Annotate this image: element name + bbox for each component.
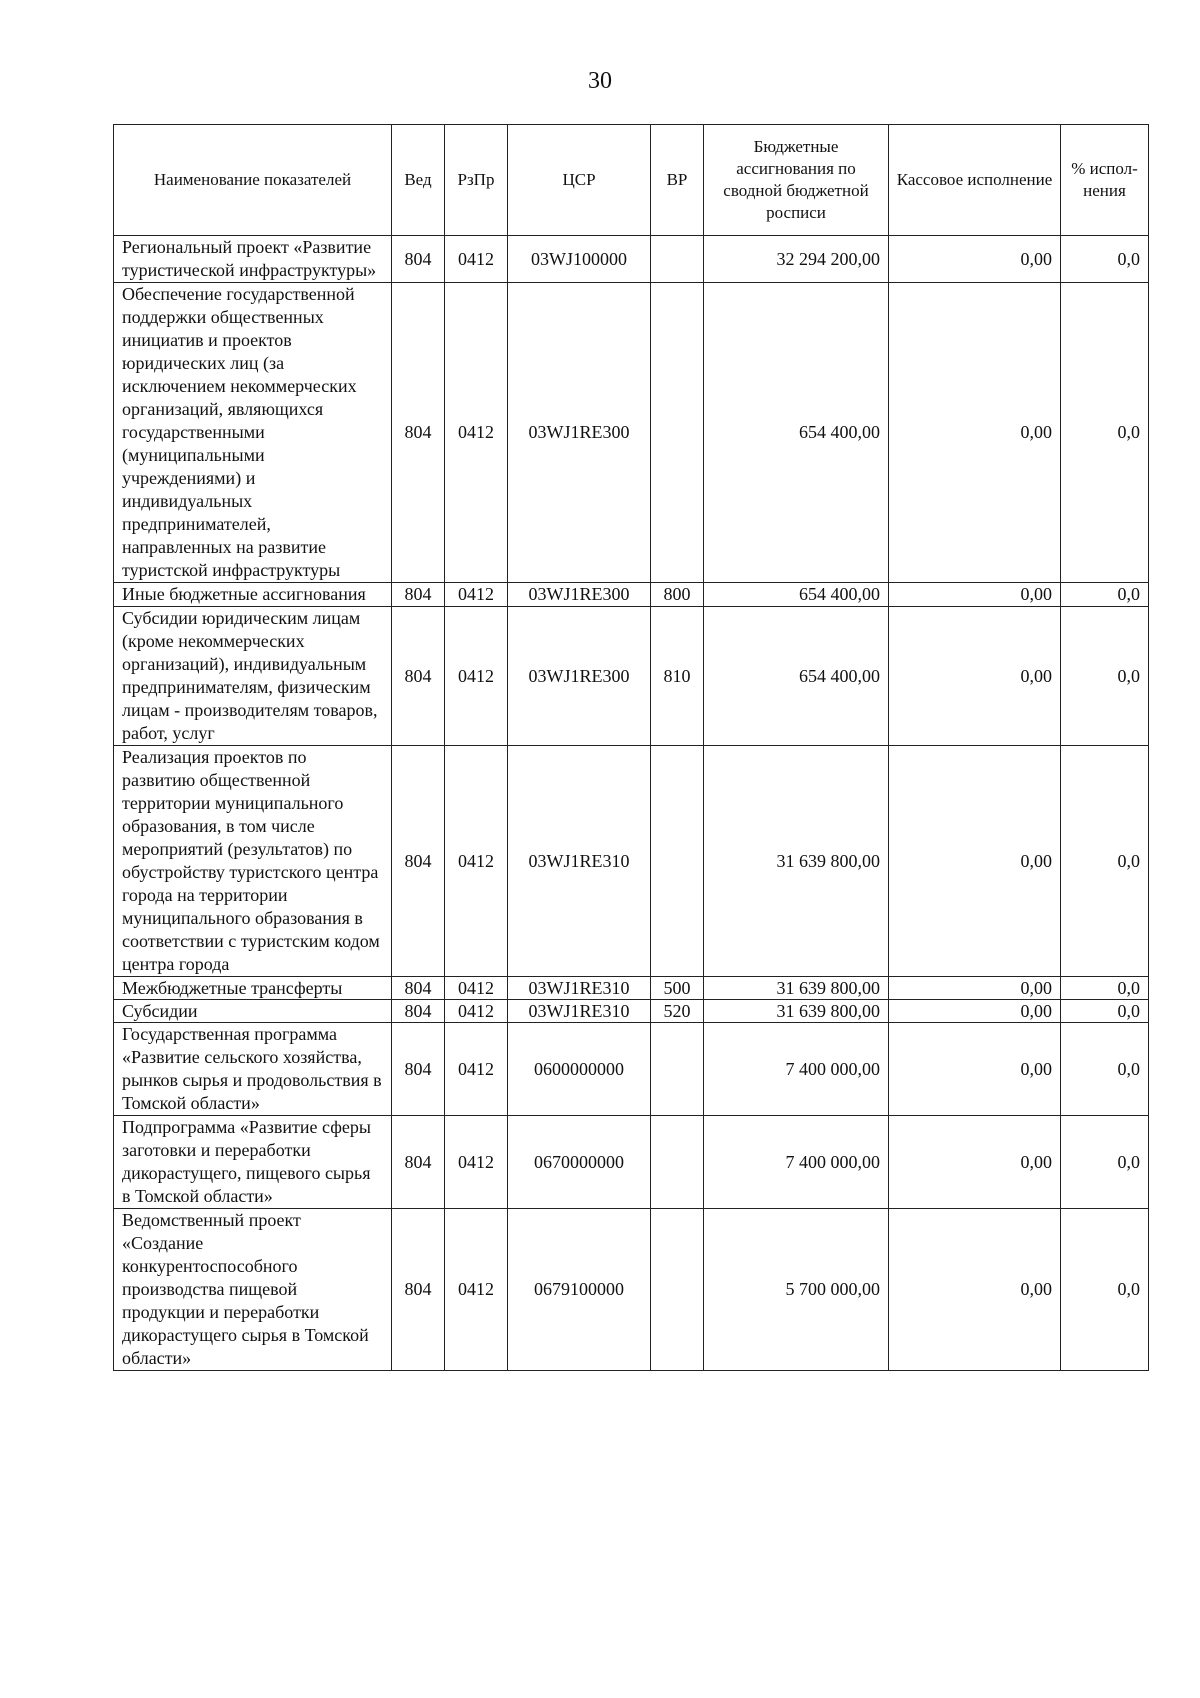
- table-row: [114, 1000, 1149, 1023]
- table-row: [114, 283, 1149, 583]
- row-rzpr: 0412: [445, 1116, 508, 1209]
- row-ved: 804: [392, 1023, 445, 1116]
- row-percent: 0,0: [1061, 977, 1149, 1000]
- row-assignments: 5 700 000,00: [704, 1209, 889, 1371]
- row-csr: 03WJ1RE310: [508, 746, 651, 977]
- row-vr: [651, 1209, 704, 1371]
- row-ved: 804: [392, 283, 445, 583]
- row-ved: 804: [392, 1209, 445, 1371]
- row-assignments: 654 400,00: [704, 607, 889, 746]
- row-cash: 0,00: [889, 583, 1061, 607]
- row-rzpr: 0412: [445, 1209, 508, 1371]
- row-vr: [651, 283, 704, 583]
- row-vr: 800: [651, 583, 704, 607]
- row-assignments: 7 400 000,00: [704, 1116, 889, 1209]
- row-csr: 03WJ1RE300: [508, 607, 651, 746]
- row-vr: [651, 236, 704, 283]
- row-cash: 0,00: [889, 1116, 1061, 1209]
- row-csr: 03WJ1RE300: [508, 283, 651, 583]
- page-number: 30: [588, 68, 612, 94]
- table-row: [114, 607, 1149, 746]
- header-csr: ЦСР: [508, 125, 651, 236]
- header-ved: Вед: [392, 125, 445, 236]
- header-cash-execution: Кассовое исполнение: [889, 125, 1061, 236]
- row-name: Субсидии юридическим лицам (кроме некоммерческих организаций), индивидуальным предпринимателям, физическим лицам - производителям товаров, работ, услуг: [114, 607, 392, 746]
- row-vr: 500: [651, 977, 704, 1000]
- row-csr: 03WJ1RE300: [508, 583, 651, 607]
- row-ved: 804: [392, 1116, 445, 1209]
- table-row: [114, 1116, 1149, 1209]
- row-rzpr: 0412: [445, 283, 508, 583]
- row-percent: 0,0: [1061, 283, 1149, 583]
- row-percent: 0,0: [1061, 583, 1149, 607]
- row-ved: 804: [392, 607, 445, 746]
- row-cash: 0,00: [889, 236, 1061, 283]
- header-name: Наименование показателей: [114, 125, 392, 236]
- row-csr: 03WJ100000: [508, 236, 651, 283]
- row-csr: 03WJ1RE310: [508, 1000, 651, 1023]
- header-rzpr: РзПр: [445, 125, 508, 236]
- row-csr: 0679100000: [508, 1209, 651, 1371]
- table-row: [114, 977, 1149, 1000]
- budget-execution-table: [113, 124, 1149, 1371]
- row-name: Государственная программа «Развитие сельского хозяйства, рынков сырья и продовольствия в Томской области»: [114, 1023, 392, 1116]
- row-name: Реализация проектов по развитию общественной территории муниципального образования, в том числе мероприятий (результатов) по обустройству туристского центра города на территории муниципального образования в соответствии с туристским кодом центра города: [114, 746, 392, 977]
- row-ved: 804: [392, 236, 445, 283]
- row-name: Субсидии: [114, 1000, 392, 1023]
- row-cash: 0,00: [889, 977, 1061, 1000]
- table-row: [114, 236, 1149, 283]
- row-cash: 0,00: [889, 746, 1061, 977]
- row-csr: 03WJ1RE310: [508, 977, 651, 1000]
- table-header-row: [114, 125, 1149, 236]
- row-cash: 0,00: [889, 607, 1061, 746]
- table-row: [114, 746, 1149, 977]
- table-row: [114, 1209, 1149, 1371]
- row-cash: 0,00: [889, 1000, 1061, 1023]
- row-percent: 0,0: [1061, 236, 1149, 283]
- table-row: [114, 583, 1149, 607]
- row-assignments: 654 400,00: [704, 283, 889, 583]
- row-rzpr: 0412: [445, 236, 508, 283]
- row-rzpr: 0412: [445, 746, 508, 977]
- row-csr: 0600000000: [508, 1023, 651, 1116]
- row-vr: [651, 1116, 704, 1209]
- row-cash: 0,00: [889, 283, 1061, 583]
- row-assignments: 31 639 800,00: [704, 1000, 889, 1023]
- row-ved: 804: [392, 1000, 445, 1023]
- row-ved: 804: [392, 977, 445, 1000]
- row-cash: 0,00: [889, 1209, 1061, 1371]
- row-name: Межбюджетные трансферты: [114, 977, 392, 1000]
- row-name: Ведомственный проект «Создание конкурентоспособного производства пищевой продукции и переработки дикорастущего сырья в Томской области»: [114, 1209, 392, 1371]
- row-name: Иные бюджетные ассигнования: [114, 583, 392, 607]
- row-assignments: 654 400,00: [704, 583, 889, 607]
- row-rzpr: 0412: [445, 1023, 508, 1116]
- row-percent: 0,0: [1061, 607, 1149, 746]
- header-assignments: Бюджетные ассигнования по сводной бюджетной росписи: [704, 125, 889, 236]
- row-rzpr: 0412: [445, 977, 508, 1000]
- row-csr: 0670000000: [508, 1116, 651, 1209]
- row-vr: 520: [651, 1000, 704, 1023]
- row-rzpr: 0412: [445, 583, 508, 607]
- row-rzpr: 0412: [445, 607, 508, 746]
- table-row: [114, 1023, 1149, 1116]
- row-vr: 810: [651, 607, 704, 746]
- row-vr: [651, 746, 704, 977]
- row-name: Региональный проект «Развитие туристической инфраструктуры»: [114, 236, 392, 283]
- row-ved: 804: [392, 746, 445, 977]
- header-vr: ВР: [651, 125, 704, 236]
- row-cash: 0,00: [889, 1023, 1061, 1116]
- row-percent: 0,0: [1061, 1116, 1149, 1209]
- row-assignments: 32 294 200,00: [704, 236, 889, 283]
- row-name: Обеспечение государственной поддержки общественных инициатив и проектов юридических лиц (за исключением некоммерческих организаций, являющихся государственными (муниципальными учреждениями) и индивидуальных предпринимателей, направленных на развитие туристской инфраструктуры: [114, 283, 392, 583]
- row-percent: 0,0: [1061, 1000, 1149, 1023]
- row-name: Подпрограмма «Развитие сферы заготовки и переработки дикорастущего, пищевого сырья в Томской области»: [114, 1116, 392, 1209]
- row-assignments: 31 639 800,00: [704, 746, 889, 977]
- row-assignments: 31 639 800,00: [704, 977, 889, 1000]
- header-percent-execution: % испол-нения: [1061, 125, 1149, 236]
- row-assignments: 7 400 000,00: [704, 1023, 889, 1116]
- row-percent: 0,0: [1061, 1209, 1149, 1371]
- row-rzpr: 0412: [445, 1000, 508, 1023]
- row-ved: 804: [392, 583, 445, 607]
- row-vr: [651, 1023, 704, 1116]
- row-percent: 0,0: [1061, 1023, 1149, 1116]
- row-percent: 0,0: [1061, 746, 1149, 977]
